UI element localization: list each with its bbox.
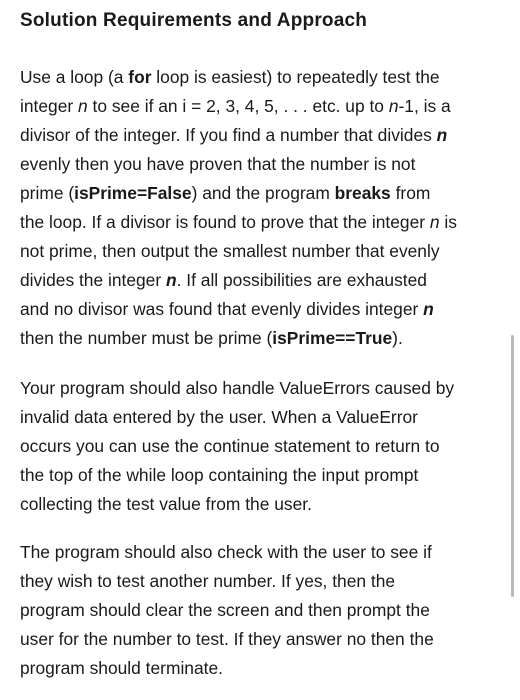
keyword-for: for [128,67,152,87]
paragraph-line: they wish to test another number. If yes, then the [20,571,396,591]
text-run: to see if an i = 2, 3, 4, 5, . . . etc. up to [87,96,389,116]
paragraph-line [20,179,498,208]
paragraph-value-errors [20,374,498,519]
paragraph-line: invalid data entered by the user. When a ValueError [20,407,418,427]
text-run: . If all possibilities are exhausted [176,270,427,290]
text-run: Use a loop (a [20,67,129,87]
paragraph-line: Your program should also handle ValueErrors caused by [20,378,455,398]
section-heading: Solution Requirements and Approach [20,10,368,31]
paragraph-line: The program should also check with the user to see if [20,542,432,562]
variable-n: n [165,270,177,290]
paragraph-approach [20,63,498,353]
paragraph-line: program should terminate. [20,658,223,678]
paragraph-line: the top of the while loop containing the input prompt [20,465,419,485]
text-run: -1, is a [398,96,451,116]
paragraph-line: program should clear the screen and then prompt the [20,600,430,620]
vertical-scrollbar[interactable] [511,335,514,597]
paragraph-repeat-test [20,538,498,683]
text-run: divides the integer [20,270,166,290]
paragraph-line [20,324,498,353]
paragraph-line [20,121,498,150]
keyword-isprime-false: isPrime=False [74,183,192,203]
variable-n: n [429,212,440,232]
paragraph-line [20,92,498,121]
text-run: the loop. If a divisor is found to prove that the integer [20,212,430,232]
text-run: integer [20,96,79,116]
keyword-breaks: breaks [334,183,391,203]
paragraph-line: not prime, then output the smallest number that evenly [20,241,440,261]
variable-n: n [388,96,399,116]
paragraph-line [20,266,498,295]
text-run: from [390,183,431,203]
text-run: ) and the program [191,183,335,203]
text-run: is [439,212,457,232]
text-run: loop is easiest) to repeatedly test the [151,67,440,87]
text-run: ). [392,328,403,348]
variable-n: n [436,125,448,145]
keyword-isprime-true: isPrime==True [272,328,393,348]
paragraph-line [20,295,498,324]
paragraph-line: evenly then you have proven that the number is not [20,154,416,174]
paragraph-line [20,208,498,237]
text-run: prime ( [20,183,75,203]
variable-n: n [423,299,434,319]
paragraph-line: occurs you can use the continue statement to return to [20,436,440,456]
paragraph-line: user for the number to test. If they answer no then the [20,629,434,649]
variable-n: n [78,96,88,116]
paragraph-line [20,63,498,92]
text-run: then the number must be prime ( [20,328,273,348]
text-run: and no divisor was found that evenly divides integer [20,299,424,319]
paragraph-line: collecting the test value from the user. [20,494,312,514]
text-run: divisor of the integer. If you find a number that divides [20,125,437,145]
